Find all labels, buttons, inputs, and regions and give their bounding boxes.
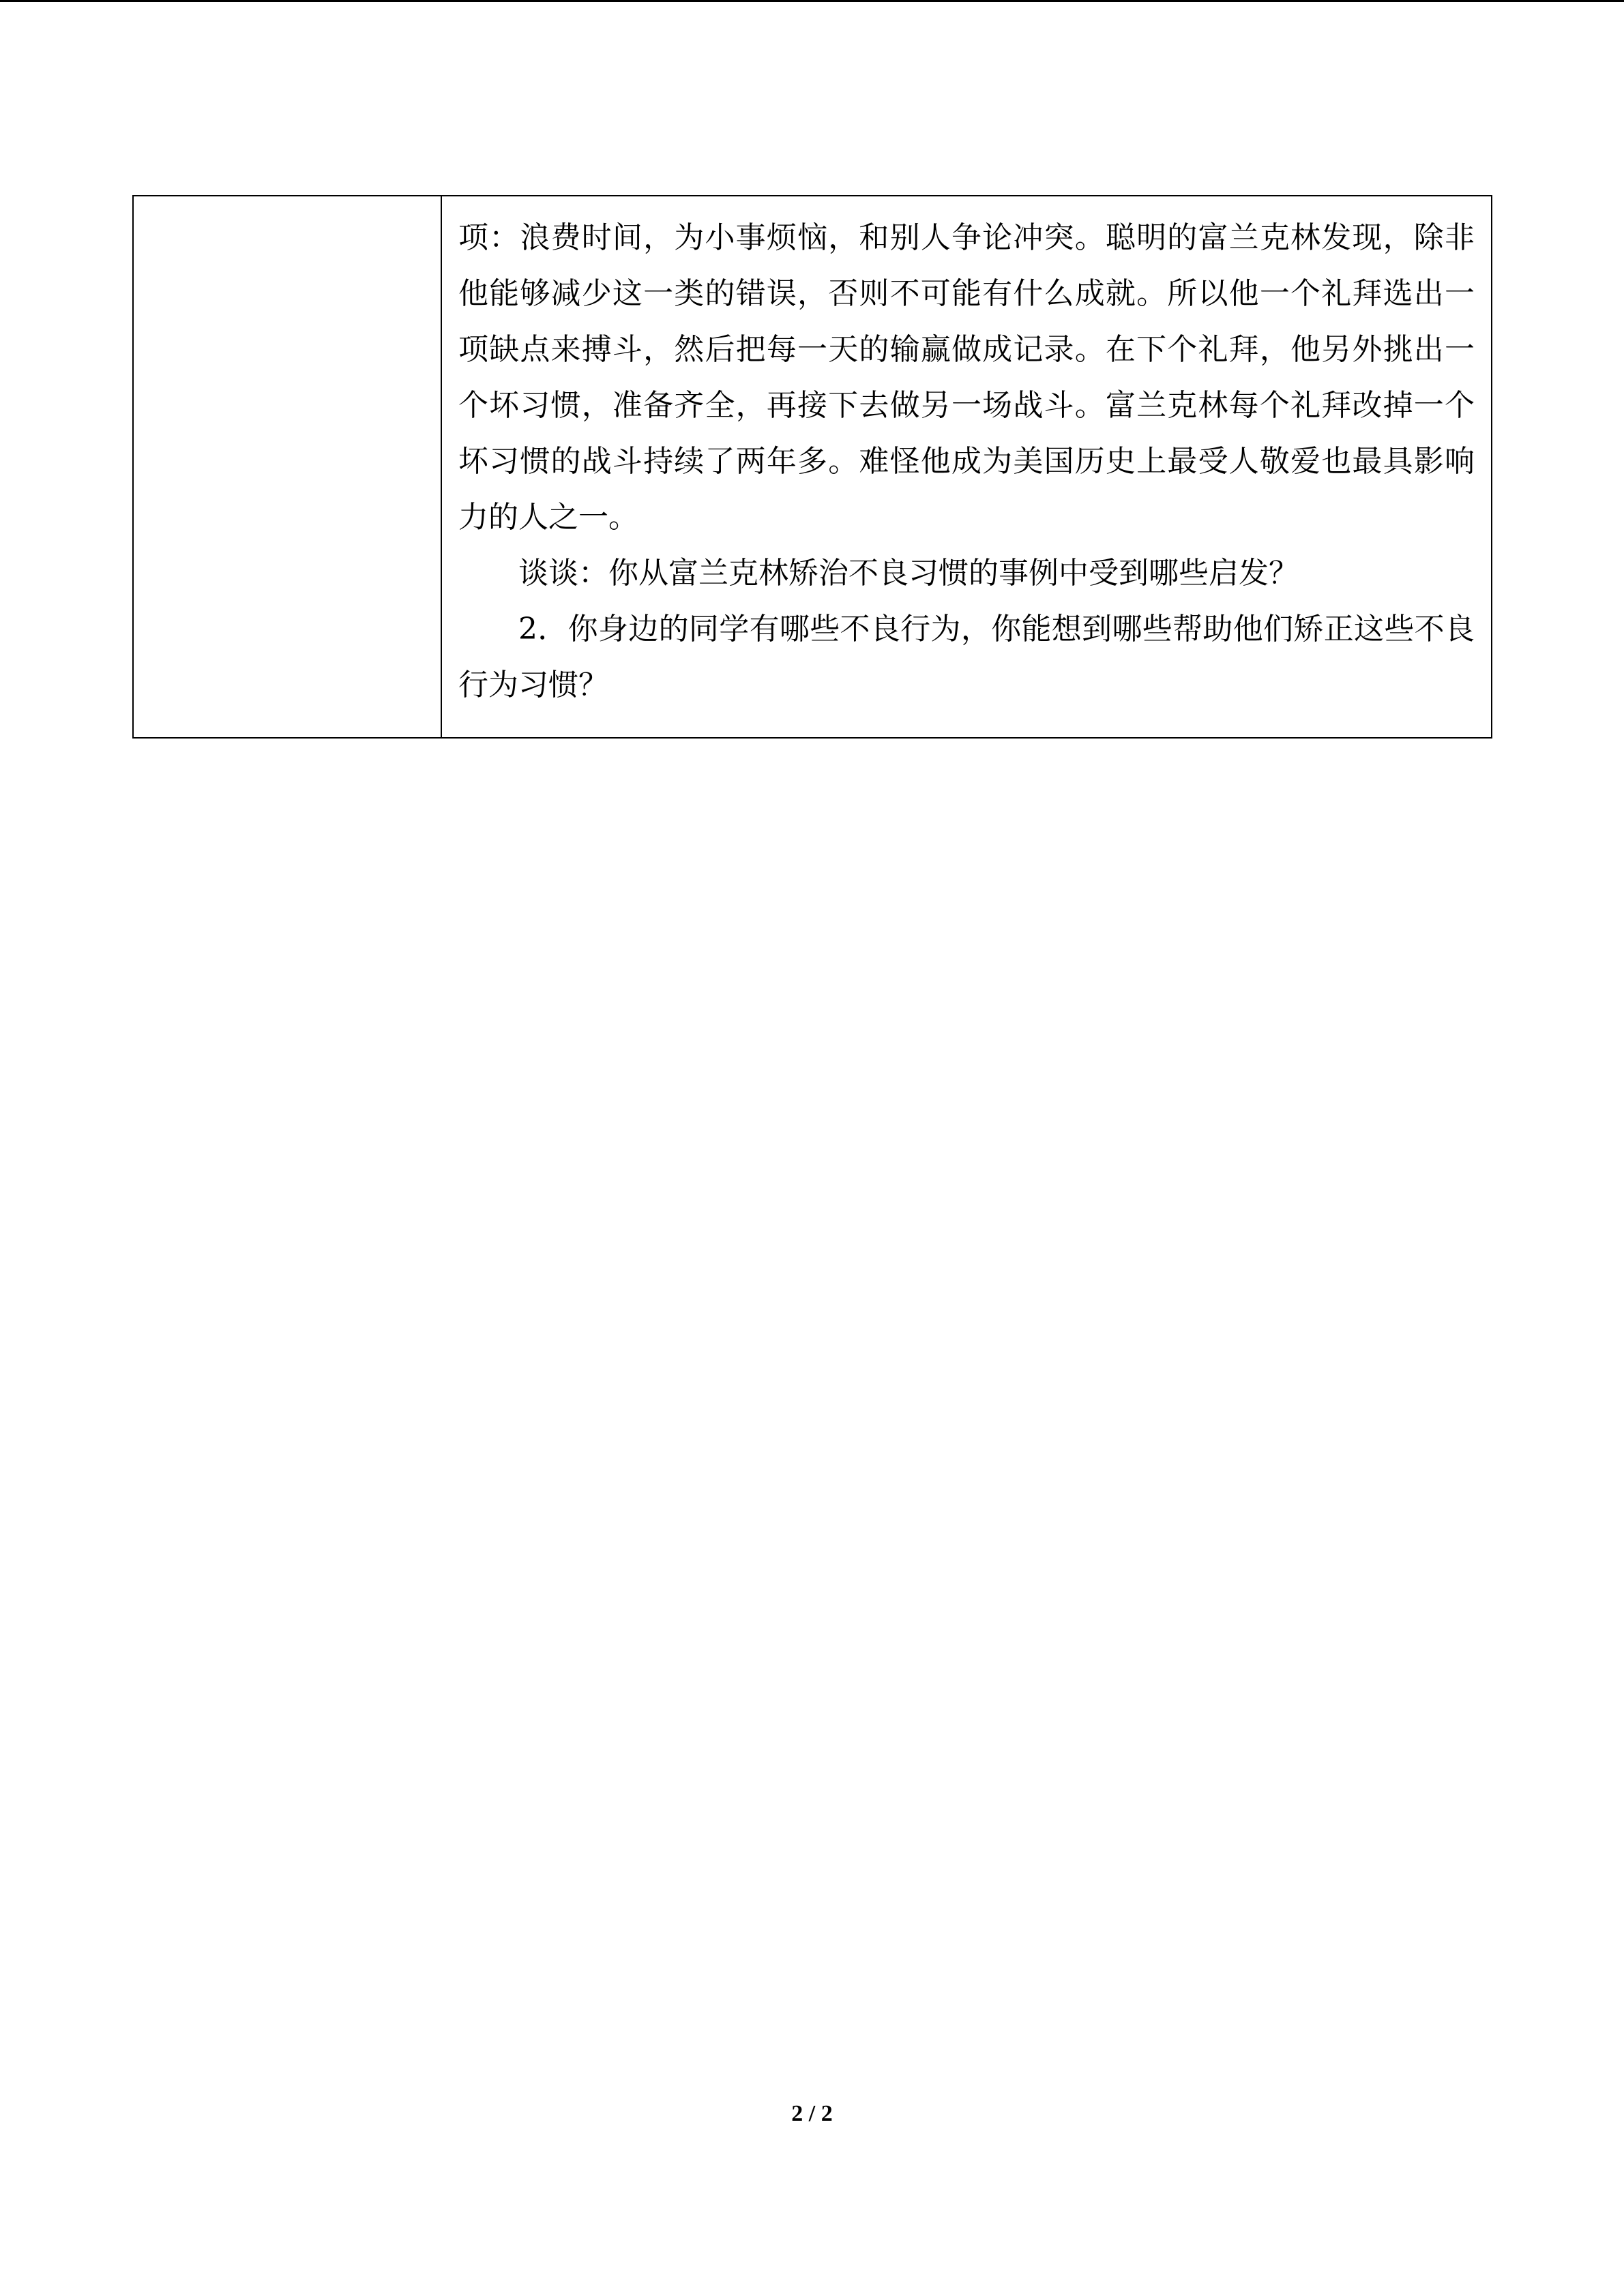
- table-left-cell: [134, 196, 442, 737]
- page-number: 2 / 2: [791, 2101, 833, 2126]
- discussion-question: 谈谈：你从富兰克林矫治不良习惯的事例中受到哪些启发？: [518, 556, 1299, 591]
- top-border-line: [0, 0, 1624, 2]
- story-paragraph: 项：浪费时间，为小事烦恼，和别人争论冲突。聪明的富兰克林发现，除非他能够减少这一类的错误，否则不可能有什么成就。所以他一个礼拜选出一项缺点来搏斗，然后把每一天的输赢做成记录。在下个礼拜，他另外挑出一个坏习惯，准备齐全，再接下去做另一场战斗。富兰克林每个礼拜改掉一个坏习惯的战斗持续了两年多。难怪他成为美国历史上最受人敬爱也最具影响力的人之一。: [458, 220, 1475, 535]
- table-content-cell: [442, 196, 1491, 737]
- exercise-question-2: 2．你身边的同学有哪些不良行为，你能想到哪些帮助他们矫正这些不良行为习惯？: [458, 612, 1475, 702]
- lesson-table: [132, 195, 1492, 739]
